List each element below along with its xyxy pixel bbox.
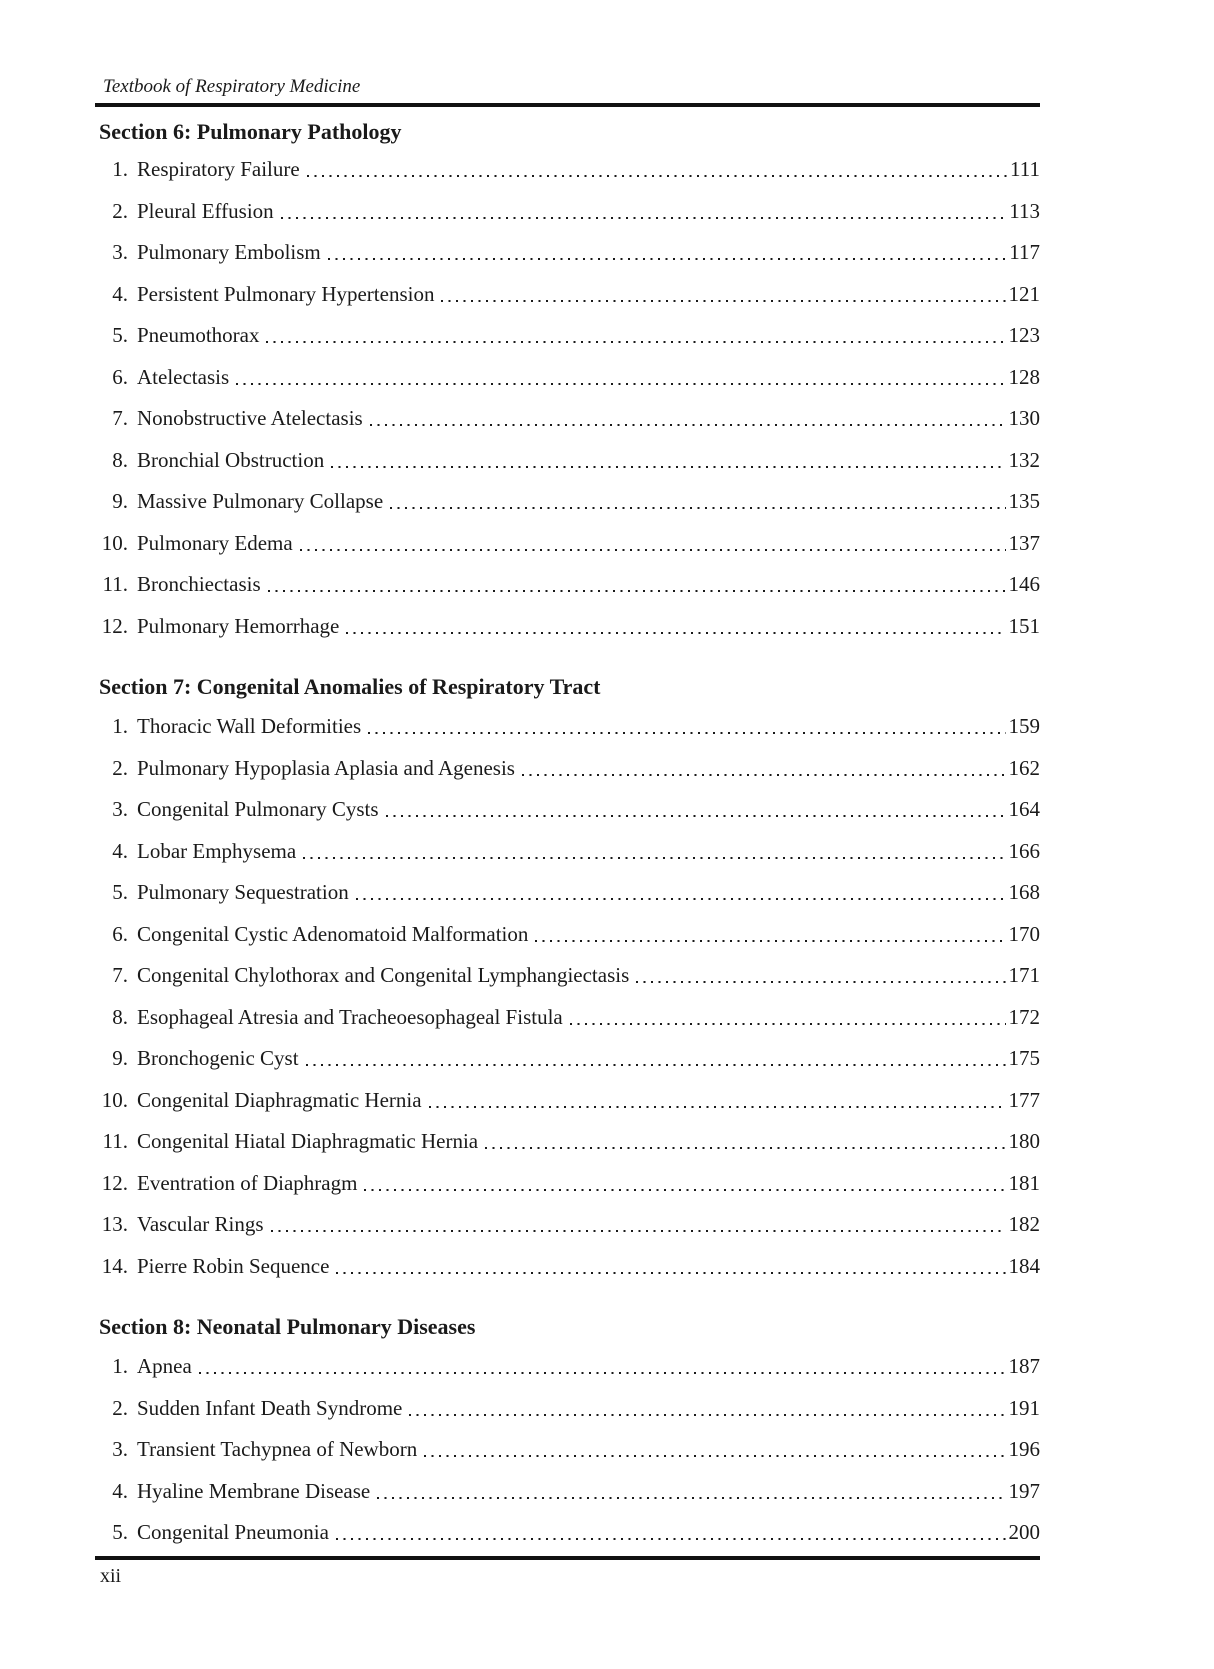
entry-page-number: 151 [1008, 613, 1040, 638]
toc-entry [95, 1429, 1040, 1471]
toc-entry [95, 955, 1040, 997]
entry-page-number: 184 [1008, 1253, 1040, 1278]
entry-page-number: 135 [1008, 489, 1040, 513]
toc-entry [95, 997, 1040, 1039]
dot-leader [533, 914, 1005, 956]
header-rule [95, 103, 1040, 107]
entry-title: Eventration of Diaphragm [137, 1170, 358, 1195]
entry-page-number: 162 [1008, 755, 1040, 780]
entry-number: 8. [112, 447, 128, 472]
toc-entry [95, 481, 1040, 523]
entry-page-number: 117 [1009, 240, 1040, 264]
entry-page-number: 187 [1008, 1354, 1040, 1378]
toc-entry [95, 914, 1040, 956]
entry-page-number: 168 [1008, 880, 1040, 904]
toc-entry [95, 606, 1040, 648]
toc-entry [95, 1204, 1040, 1246]
entry-title: Congenital Pneumonia [137, 1520, 329, 1544]
page-footer [95, 1556, 1040, 1588]
entry-page-number: 177 [1008, 1087, 1040, 1112]
entry-page-number: 197 [1008, 1478, 1040, 1503]
dot-leader [329, 440, 1005, 482]
entry-page-number: 200 [1008, 1520, 1040, 1544]
toc-entry [95, 748, 1040, 790]
page-number-folio: xii [100, 1565, 122, 1587]
toc-entry [95, 1163, 1040, 1205]
toc-section-8 [95, 1312, 1040, 1554]
entry-page-number: 132 [1008, 447, 1040, 472]
entry-title: Congenital Cystic Adenomatoid Malformation [137, 921, 529, 946]
entry-number: 5. [112, 323, 128, 347]
dot-leader [298, 523, 1006, 565]
entry-page-number: 130 [1008, 406, 1040, 430]
entry-number: 3. [112, 240, 128, 264]
entry-title: Esophageal Atresia and Tracheoesophageal Fistula [137, 1004, 563, 1029]
entry-number: 1. [112, 714, 128, 738]
entry-page-number: 137 [1008, 530, 1040, 555]
toc-entry [95, 440, 1040, 482]
toc-entry [95, 564, 1040, 606]
dot-leader [334, 1512, 1006, 1554]
toc-entry [95, 357, 1040, 399]
entry-number: 3. [112, 797, 128, 821]
entry-title: Lobar Emphysema [137, 838, 297, 863]
section-entry-list [95, 149, 1040, 647]
entry-page-number: 180 [1008, 1129, 1040, 1153]
toc-entry [95, 191, 1040, 233]
entry-page-number: 128 [1008, 364, 1040, 389]
dot-leader [326, 232, 1007, 274]
entry-page-number: 171 [1008, 963, 1040, 987]
entry-title: Persistent Pulmonary Hypertension [137, 281, 435, 306]
entry-title: Apnea [137, 1354, 192, 1378]
toc-entry [95, 398, 1040, 440]
dot-leader [269, 1204, 1006, 1246]
toc-entry [95, 789, 1040, 831]
entry-title: Thoracic Wall Deformities [137, 714, 362, 738]
entry-number: 4. [112, 838, 128, 863]
section-entry-list [95, 706, 1040, 1287]
entry-number: 8. [112, 1004, 128, 1029]
dot-leader [366, 706, 1005, 748]
entry-number: 9. [112, 489, 128, 513]
dot-leader [568, 997, 1006, 1039]
running-head-title: Textbook of Respiratory Medicine [103, 76, 361, 97]
entry-page-number: 196 [1008, 1437, 1040, 1461]
entry-title: Pleural Effusion [137, 198, 274, 223]
entry-title: Transient Tachypnea of Newborn [137, 1437, 418, 1461]
dot-leader [388, 481, 1005, 523]
dot-leader [264, 315, 1005, 357]
entry-number: 7. [112, 406, 128, 430]
entry-title: Pulmonary Edema [137, 530, 293, 555]
entry-page-number: 172 [1008, 1004, 1040, 1029]
dot-leader [520, 748, 1006, 790]
dot-leader [279, 191, 1007, 233]
entry-number: 7. [112, 963, 128, 987]
entry-number: 2. [112, 1395, 128, 1420]
footer-rule [95, 1556, 1040, 1560]
dot-leader [197, 1346, 1006, 1388]
toc-section-6 [95, 117, 1040, 647]
entry-title: Pneumothorax [137, 323, 260, 347]
entry-title: Massive Pulmonary Collapse [137, 489, 384, 513]
entry-number: 11. [102, 572, 128, 596]
section-title: Section 7: Congenital Anomalies of Respiratory Tract [99, 674, 601, 699]
entry-number: 10. [101, 530, 128, 555]
entry-page-number: 191 [1008, 1395, 1040, 1420]
entry-number: 12. [101, 1170, 128, 1195]
section-title: Section 8: Neonatal Pulmonary Diseases [99, 1314, 476, 1339]
entry-page-number: 123 [1008, 323, 1040, 347]
dot-leader [234, 357, 1005, 399]
dot-leader [354, 872, 1006, 914]
entry-page-number: 166 [1008, 838, 1040, 863]
dot-leader [439, 274, 1005, 316]
entry-page-number: 164 [1008, 797, 1040, 821]
entry-number: 2. [112, 755, 128, 780]
toc-entry [95, 315, 1040, 357]
dot-leader [334, 1246, 1005, 1288]
dot-leader [483, 1121, 1005, 1163]
toc-entry [95, 1121, 1040, 1163]
section-entry-list [95, 1346, 1040, 1554]
dot-leader [344, 606, 1005, 648]
toc-entry [95, 706, 1040, 748]
entry-number: 4. [112, 281, 128, 306]
entry-page-number: 146 [1008, 572, 1040, 596]
entry-number: 12. [101, 613, 128, 638]
dot-leader [375, 1471, 1005, 1513]
entry-number: 11. [102, 1129, 128, 1153]
entry-number: 1. [112, 157, 128, 181]
table-of-contents [95, 117, 1040, 1554]
entry-number: 10. [101, 1087, 128, 1112]
entry-title: Sudden Infant Death Syndrome [137, 1395, 403, 1420]
toc-entry [95, 1038, 1040, 1080]
entry-page-number: 111 [1010, 157, 1040, 181]
toc-entry [95, 1346, 1040, 1388]
entry-page-number: 170 [1008, 921, 1040, 946]
section-title: Section 6: Pulmonary Pathology [99, 119, 402, 144]
toc-entry [95, 149, 1040, 191]
toc-entry [95, 1246, 1040, 1288]
entry-title: Bronchiectasis [137, 572, 261, 596]
entry-title: Respiratory Failure [137, 157, 300, 181]
entry-title: Atelectasis [137, 364, 230, 389]
entry-title: Pulmonary Hypoplasia Aplasia and Agenesis [137, 755, 515, 780]
entry-title: Bronchial Obstruction [137, 447, 325, 472]
dot-leader [368, 398, 1006, 440]
entry-page-number: 121 [1008, 281, 1040, 306]
toc-section-7 [95, 672, 1040, 1287]
entry-title: Congenital Pulmonary Cysts [137, 797, 379, 821]
entry-number: 14. [101, 1253, 128, 1278]
toc-entry [95, 1471, 1040, 1513]
dot-leader [427, 1080, 1006, 1122]
toc-entry [95, 872, 1040, 914]
entry-number: 9. [112, 1046, 128, 1070]
page-header [95, 0, 1040, 107]
entry-title: Bronchogenic Cyst [137, 1046, 299, 1070]
entry-number: 3. [112, 1437, 128, 1461]
toc-entry [95, 274, 1040, 316]
entry-page-number: 181 [1008, 1170, 1040, 1195]
dot-leader [301, 831, 1005, 873]
entry-page-number: 113 [1009, 198, 1040, 223]
entry-title: Pulmonary Embolism [137, 240, 321, 264]
entry-title: Hyaline Membrane Disease [137, 1478, 371, 1503]
entry-number: 6. [112, 921, 128, 946]
dot-leader [362, 1163, 1005, 1205]
toc-entry [95, 232, 1040, 274]
entry-number: 13. [101, 1212, 128, 1236]
entry-title: Pierre Robin Sequence [137, 1253, 330, 1278]
entry-number: 5. [112, 880, 128, 904]
entry-title: Pulmonary Hemorrhage [137, 613, 340, 638]
toc-entry [95, 1512, 1040, 1554]
dot-leader [266, 564, 1006, 606]
dot-leader [634, 955, 1005, 997]
dot-leader [407, 1388, 1005, 1430]
entry-title: Congenital Chylothorax and Congenital Lymphangiectasis [137, 963, 630, 987]
entry-title: Congenital Diaphragmatic Hernia [137, 1087, 422, 1112]
toc-entry [95, 1388, 1040, 1430]
entry-number: 2. [112, 198, 128, 223]
entry-title: Congenital Hiatal Diaphragmatic Hernia [137, 1129, 479, 1153]
dot-leader [305, 149, 1007, 191]
dot-leader [384, 789, 1006, 831]
dot-leader [304, 1038, 1006, 1080]
entry-title: Pulmonary Sequestration [137, 880, 349, 904]
entry-page-number: 182 [1008, 1212, 1040, 1236]
dot-leader [422, 1429, 1005, 1471]
entry-title: Nonobstructive Atelectasis [137, 406, 363, 430]
entry-number: 6. [112, 364, 128, 389]
entry-number: 5. [112, 1520, 128, 1544]
entry-page-number: 159 [1008, 714, 1040, 738]
toc-entry [95, 523, 1040, 565]
entry-page-number: 175 [1008, 1046, 1040, 1070]
toc-entry [95, 831, 1040, 873]
entry-number: 1. [112, 1354, 128, 1378]
entry-title: Vascular Rings [137, 1212, 264, 1236]
entry-number: 4. [112, 1478, 128, 1503]
toc-entry [95, 1080, 1040, 1122]
